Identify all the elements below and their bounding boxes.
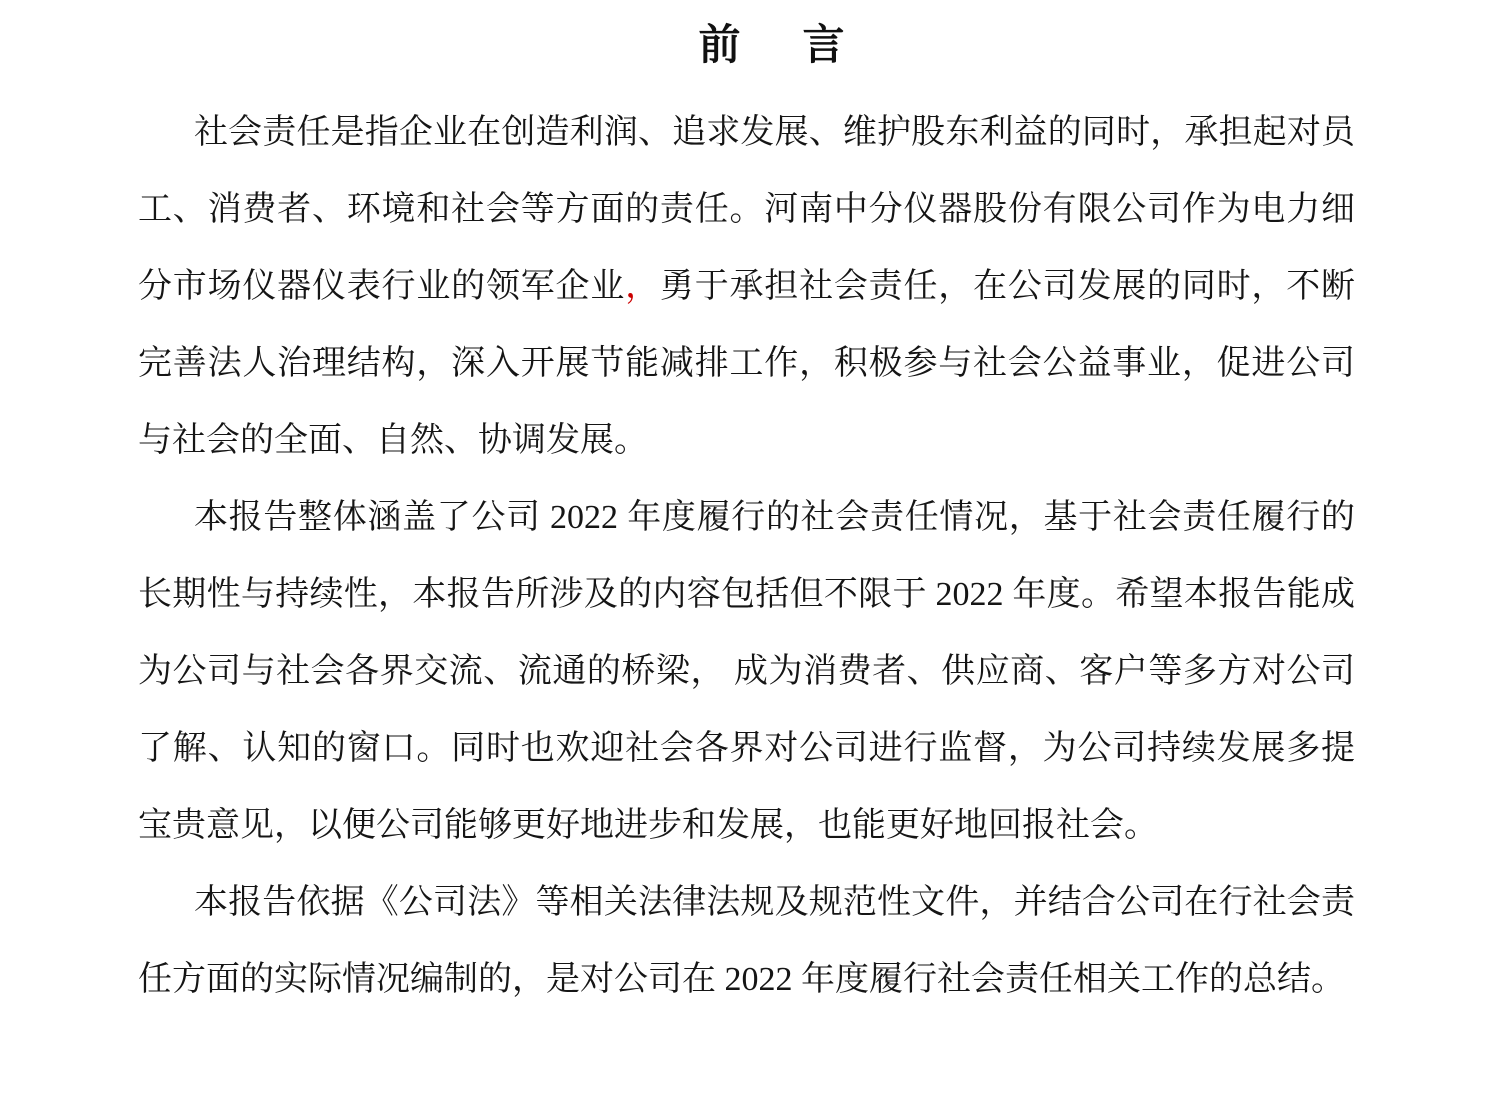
paragraph-1-text-after-red-comma: 勇于承担社会责任，在公司发展的同时，不断完善法人治理结构，深入开展节能减排工作，积极参与社会公益事业，促进公司与社会的全面、自然、协调发展。 bbox=[138, 268, 1356, 459]
paragraph-social-responsibility bbox=[138, 94, 1355, 479]
paragraph-report-scope: 本报告整体涵盖了公司 2022 年度履行的社会责任情况，基于社会责任履行的长期性与持续性，本报告所涉及的内容包括但不限于 2022 年度。希望本报告能成为公司与社会各界交流、流通的桥梁， 成为消费者、供应商、客户等多方对公司了解、认知的窗口。同时也欢迎社会各界对公司进行监督，为公司持续发展多提宝贵意见，以便公司能够更好地进步和发展，也能更好地回报社会。 bbox=[138, 499, 1355, 844]
preface-title: 前 言 bbox=[698, 23, 855, 69]
document-body bbox=[138, 94, 1355, 1018]
red-comma: ， bbox=[625, 268, 660, 305]
paragraph-1-text-before-red-comma: 社会责任是指企业在创造利润、追求发展、维护股东利益的同时，承担起对员工、消费者、环境和社会等方面的责任。河南中分仪器股份有限公司作为电力细分市场仪器仪表行业的领军企业 bbox=[138, 114, 1355, 305]
paragraph-report-basis: 本报告依据《公司法》等相关法律法规及规范性文件，并结合公司在行社会责任方面的实际情况编制的，是对公司在 2022 年度履行社会责任相关工作的总结。 bbox=[138, 884, 1355, 998]
